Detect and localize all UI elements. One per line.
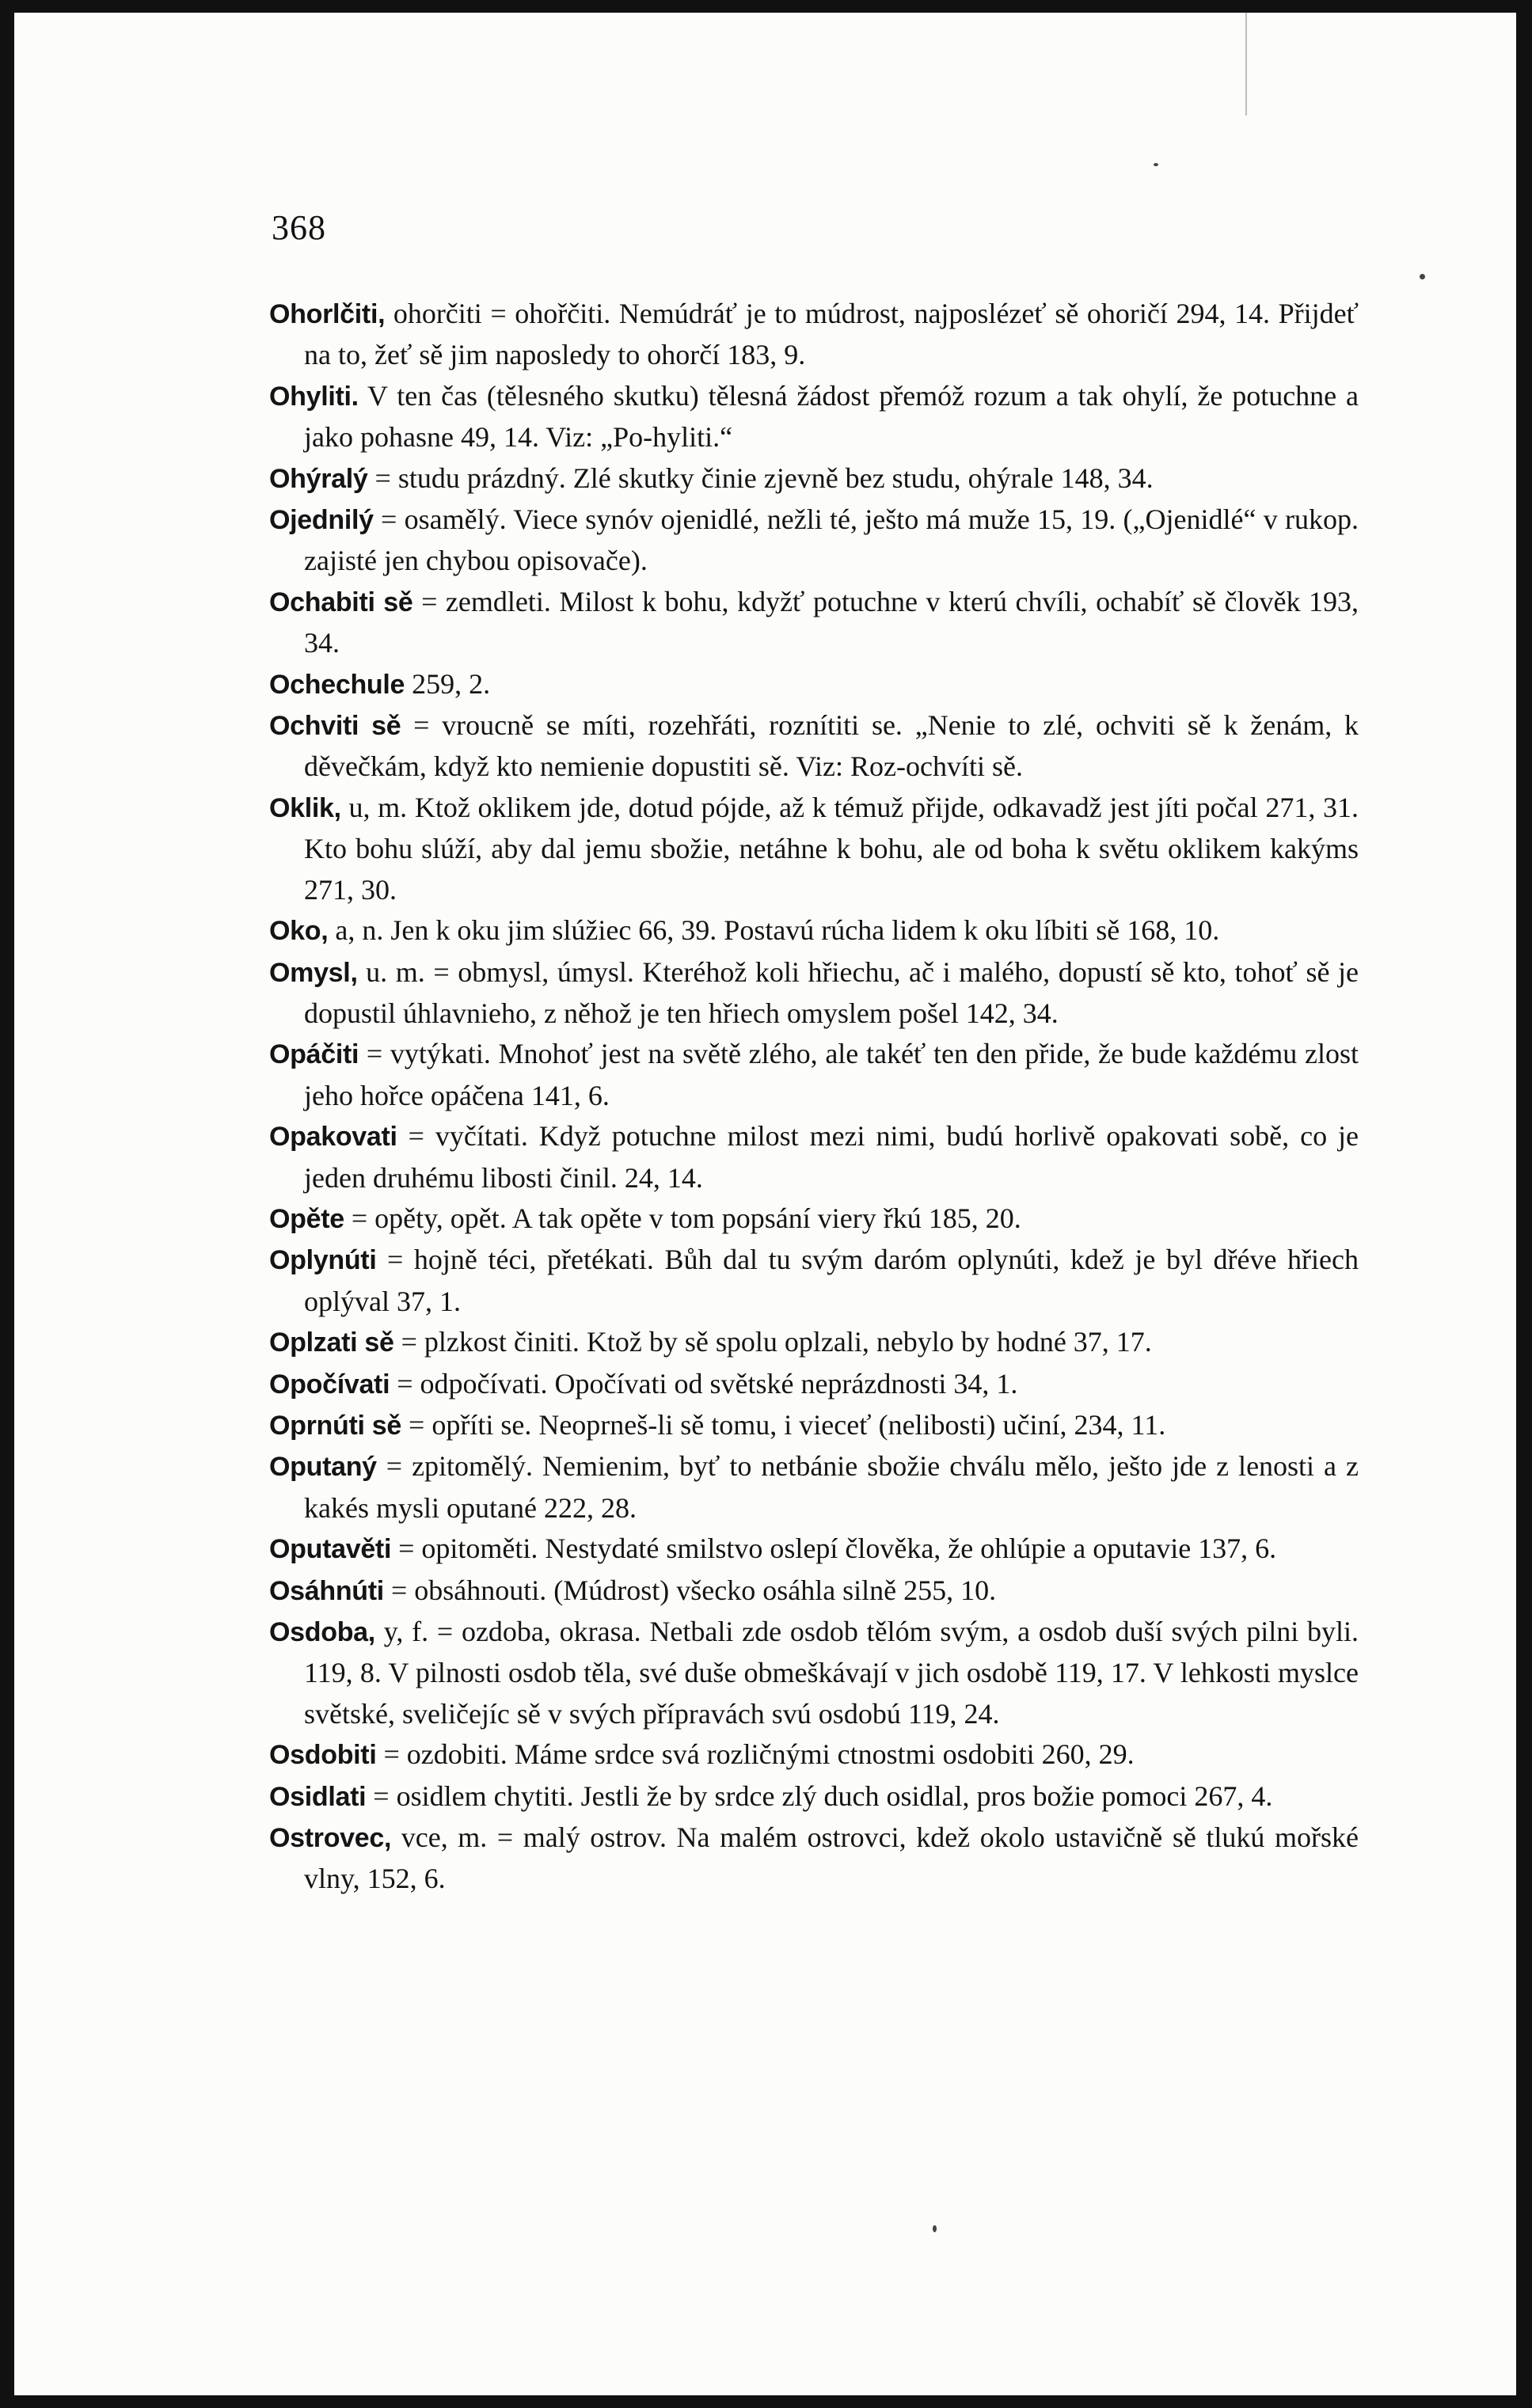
entry-text: V ten čas (tělesného skutku) tělesná žádost přemóž rozum a tak ohylí, že potuchne a jako pohasne 49, 14. Viz: „Po-hyliti.“ — [304, 379, 1359, 454]
entry-text: a, n. Jen k oku jim slúžiec 66, 39. Postavú rúcha lidem k oku líbiti sě 168, 10. — [328, 914, 1220, 947]
scan-speck — [1420, 274, 1425, 279]
entry-headword: Osdobiti — [269, 1740, 377, 1771]
page-number: 368 — [272, 208, 326, 247]
entry-text: 259, 2. — [405, 667, 491, 700]
entry-headword: Oklik, — [269, 792, 341, 823]
entry-text: = zpitomělý. Nemienim, byť to netbánie sbožie chválu mělo, ješto jde z lenosti a z kakés mysli oputané 222, 28. — [304, 1450, 1359, 1524]
entry-text: = studu prázdný. Zlé skutky činie zjevně bez studu, ohýrale 148, 34. — [367, 461, 1154, 494]
entry-headword: Ohyliti. — [269, 381, 359, 412]
glossary-entry — [269, 1734, 1359, 1776]
entry-headword: Oplzati sě — [269, 1327, 394, 1358]
entry-text: y, f. = ozdoba, okrasa. Netbali zde osdob tělóm svým, a osdob duší svých pilni byli. 119, 8. V pilnosti osdob těla, své duše obmeškávají v jich osdobě 119, 17. V lehkosti myslce světské, sveličejíc sě v svých přípravách svú osdobú 119, 24. — [304, 1616, 1359, 1730]
entry-text: = vyčítati. Když potuchne milost mezi nimi, budú horlivě opakovati sobě, co je jeden druhému libosti činil. 24, 14. — [304, 1120, 1359, 1194]
entry-headword: Ojednilý — [269, 505, 374, 536]
entry-headword: Ochviti sě — [269, 711, 401, 742]
book-page — [14, 13, 1516, 2395]
glossary-entry — [269, 294, 1359, 376]
entry-headword: Ostrovec, — [269, 1823, 392, 1854]
entry-text: = osamělý. Viece synóv ojenidlé, nežli té, ješto má muže 15, 19. („Ojenidlé“ v rukop. zajisté jen chybou opisovače). — [304, 503, 1359, 577]
glossary-entry — [269, 1240, 1359, 1322]
entry-headword: Oputaný — [269, 1452, 377, 1483]
glossary-entry — [269, 1364, 1359, 1405]
entry-text: vce, m. = malý ostrov. Na malém ostrovci, kdež okolo ustavičně sě tlukú mořské vlny, 152, 6. — [304, 1821, 1359, 1895]
entry-text: = odpočívati. Opočívati od světské neprázdnosti 34, 1. — [390, 1367, 1018, 1400]
entry-text: = vroucně se míti, rozehřáti, roznítiti se. „Nenie to zlé, ochviti sě k ženám, k děvečkám, když kto nemienie dopustiti sě. Viz: Roz-ochvíti sě. — [304, 709, 1359, 783]
entry-text: = zemdleti. Milost k bohu, kdyžť potuchne v kterú chvíli, ochabíť sě člověk 193, 34. — [304, 585, 1359, 659]
entry-headword: Osidlati — [269, 1781, 367, 1812]
glossary-entry — [269, 376, 1359, 458]
entry-headword: Osdoba, — [269, 1617, 375, 1647]
glossary-entry — [269, 910, 1359, 951]
entry-headword: Oprnúti sě — [269, 1410, 402, 1441]
entry-headword: Opáčiti — [269, 1039, 359, 1070]
entry-text: = obsáhnouti. (Múdrost) všecko osáhla silně 255, 10. — [383, 1574, 997, 1606]
entry-headword: Osáhnúti — [269, 1575, 384, 1606]
entry-text: = vytýkati. Mnohoť jest na světě zlého, ale takéť ten den přide, že bude každému zlost jeho hořce opáčena 141, 6. — [304, 1038, 1359, 1111]
glossary-entry — [269, 1776, 1359, 1817]
entry-text: = opříti se. Neoprneš-li sě tomu, i vieceť (nelibosti) učiní, 234, 11. — [401, 1408, 1166, 1441]
glossary-entry — [269, 1116, 1359, 1198]
scan-edge-line — [1245, 13, 1247, 116]
entry-text: u, m. Ktož oklikem jde, dotud pójde, až k témuž přijde, odkavadž jest jíti počal 271, 31. Kto bohu slúží, aby dal jemu sbožie, netáhne k bohu, ale od boha k světu oklikem kakýms 271, 30. — [304, 791, 1359, 906]
entry-headword: Opěte — [269, 1203, 344, 1234]
entry-text: = ozdobiti. Máme srdce svá rozličnými ctnostmi osdobiti 260, 29. — [376, 1738, 1135, 1771]
glossary-entry — [269, 1034, 1359, 1116]
entry-text: = osidlem chytiti. Jestli že by srdce zlý duch osidlal, pros božie pomoci 267, 4. — [366, 1779, 1273, 1812]
glossary-entry — [269, 952, 1359, 1035]
entry-headword: Ochabiti sě — [269, 587, 413, 617]
entry-headword: Opočívati — [269, 1369, 390, 1400]
glossary-entry — [269, 499, 1359, 582]
glossary-entry — [269, 705, 1359, 788]
glossary-entry — [269, 1571, 1359, 1612]
entry-headword: Omysl, — [269, 957, 358, 988]
glossary-entry — [269, 664, 1359, 705]
entry-text: u. m. = obmysl, úmysl. Kteréhož koli hřiechu, ač i malého, dopustí sě kto, tohoť sě je dopustil úhlavnieho, z něhož je ten hřiech omyslem pošel 142, 34. — [304, 955, 1359, 1029]
entry-headword: Oko, — [269, 916, 329, 947]
glossary-entry — [269, 1322, 1359, 1363]
entry-text: = opěty, opět. A tak opěte v tom popsání viery řkú 185, 20. — [344, 1202, 1021, 1234]
entry-headword: Ohýralý — [269, 463, 368, 494]
glossary-entry — [269, 1817, 1359, 1900]
glossary-entry — [269, 582, 1359, 664]
glossary-entry — [269, 1405, 1359, 1446]
glossary-entry — [269, 1446, 1359, 1529]
glossary-entry — [269, 1529, 1359, 1570]
glossary-entry — [269, 788, 1359, 910]
entry-text: ohorčiti = ohořčiti. Nemúdráť je to múdrost, najposlézeť sě ohoričí 294, 14. Přijdeť na to, žeť sě jim naposledy to ohorčí 183, 9. — [304, 298, 1359, 371]
entry-text: = hojně téci, přetékati. Bůh dal tu svým daróm oplynúti, kdež je byl dřéve hřiech oplýval 37, 1. — [304, 1244, 1359, 1317]
entry-headword: Ohorlčiti, — [269, 299, 386, 329]
entry-text: = opitoměti. Nestydaté smilstvo oslepí člověka, že ohlúpie a oputavie 137, 6. — [391, 1533, 1277, 1565]
glossary-entry — [269, 1612, 1359, 1734]
entry-text: = plzkost činiti. Ktož by sě spolu oplzali, nebylo by hodné 37, 17. — [393, 1326, 1152, 1358]
entry-headword: Ochechule — [269, 669, 405, 700]
glossary-entries — [269, 294, 1359, 1900]
scan-speck — [933, 2225, 937, 2232]
glossary-entry — [269, 458, 1359, 499]
entry-headword: Oplynúti — [269, 1245, 377, 1276]
entry-headword: Oputavěti — [269, 1534, 392, 1565]
glossary-entry — [269, 1198, 1359, 1240]
entry-headword: Opakovati — [269, 1122, 397, 1153]
scan-speck — [1154, 163, 1158, 166]
